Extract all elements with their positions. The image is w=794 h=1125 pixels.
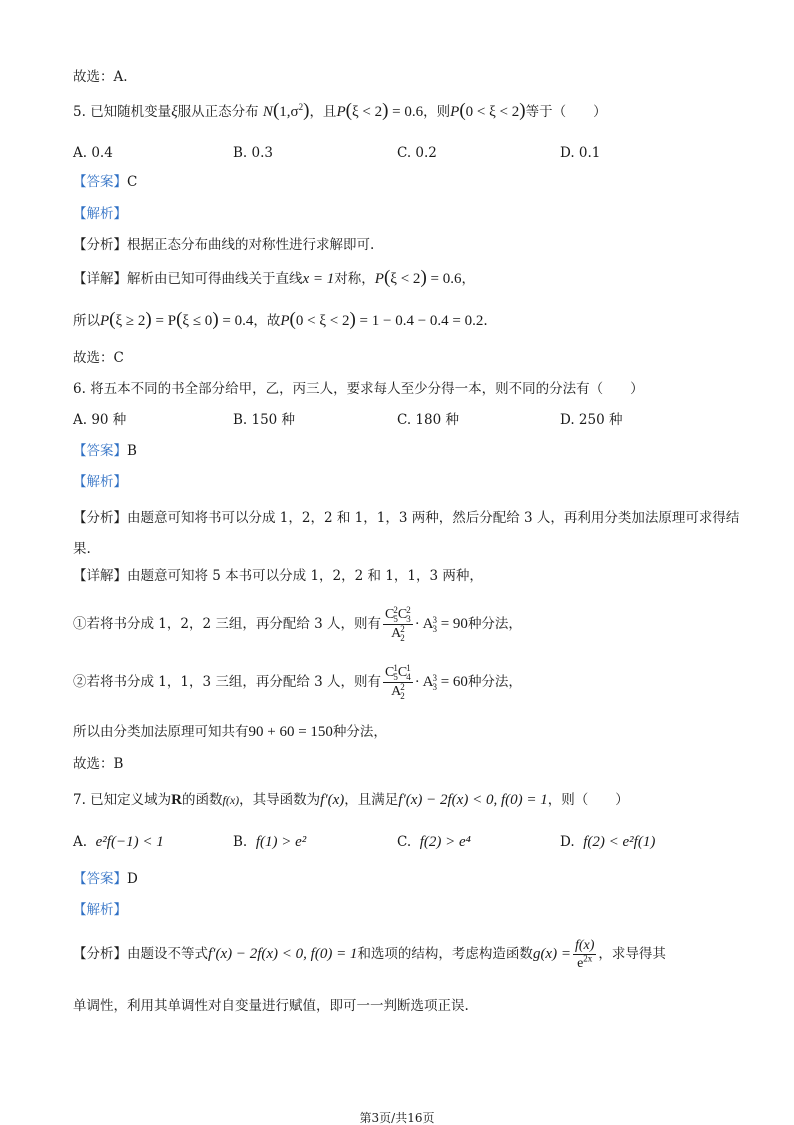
q5-option-c: C. 0.2 bbox=[397, 145, 437, 161]
q7-analysis-tag: 【解析】 bbox=[73, 902, 127, 918]
q6-option-d: D. 250 种 bbox=[560, 412, 623, 428]
q6-case-1: ①若将书分成 1，2，2 三组，再分配给 3 人，则有 C 2 5 C 2 3 A 2 2 · A 3 3 = 90 种分法， bbox=[73, 604, 522, 643]
q5-xi: ξ bbox=[171, 104, 178, 120]
q5-option-d: D. 0.1 bbox=[560, 145, 601, 161]
q5-text-2: 服从正态分布 bbox=[177, 104, 259, 120]
question-7-stem: 7. 已知定义域为R的函数f(x)，其导函数为f′(x)，且满足f′(x) − 2f(x) < 0, f(0) = 1，则（ ） bbox=[73, 792, 629, 808]
q7-answer: 【答案】D bbox=[73, 871, 138, 887]
q5-text-3: ，且 bbox=[309, 104, 337, 120]
q5-prob-2: P(0 < ξ < 2) bbox=[450, 100, 526, 121]
q6-detail: 【详解】由题意可知将 5 本书可以分成 1，2，2 和 1，1，3 两种， bbox=[73, 568, 483, 584]
q7-analysis-1: 【分析】 由题设不等式 f′(x) − 2f(x) < 0, f(0) = 1 和选项的结构，考虑构造函数 g(x) = $\frac{f(x)}{e^{2x}}$ ，求导得其 bbox=[73, 937, 666, 971]
q7-g-fraction: $\frac{f(x)}{e^{2x}}$ bbox=[574, 937, 595, 971]
q5-option-b: B. 0.3 bbox=[233, 145, 273, 161]
q6-case-2-fraction: C 1 5 C 1 4 A 2 2 bbox=[385, 662, 411, 701]
answer-tag: 【答案】 bbox=[73, 174, 127, 190]
q6-option-b: B. 150 种 bbox=[233, 412, 296, 428]
q5-analysis-tag: 【解析】 bbox=[73, 206, 127, 222]
q6-choose: 故选：B bbox=[73, 756, 124, 772]
q7-analysis-2: 单调性，利用其单调性对自变量进行赋值，即可一一判断选项正误. bbox=[73, 998, 469, 1014]
q5-option-a: A. 0.4 bbox=[73, 145, 113, 161]
q5-distribution: $N(1,\sigma^2)$ bbox=[262, 100, 310, 121]
question-6-stem: 6. 将五本不同的书全部分给甲，乙，丙三人，要求每人至少分得一本，则不同的分法有（ ） bbox=[73, 381, 644, 397]
q6-option-c: C. 180 种 bbox=[397, 412, 459, 428]
q6-answer: 【答案】B bbox=[73, 443, 137, 459]
q5-number: 5. bbox=[73, 104, 86, 120]
q5-text-4: ，则 bbox=[423, 104, 451, 120]
q5-detail-1: 【详解】解析由已知可得曲线关于直线x = 1对称，P(ξ < 2) = 0.6， bbox=[73, 267, 475, 288]
q5-choose: 故选：C bbox=[73, 350, 124, 366]
q6-analysis-tag: 【解析】 bbox=[73, 474, 127, 490]
q6-case-2: ②若将书分成 1，1，3 三组，再分配给 3 人，则有 C 1 5 C 1 4 A 2 2 · A 3 3 = 60 种分法， bbox=[73, 662, 522, 701]
q6-option-a: A. 90 种 bbox=[73, 412, 127, 428]
q7-option-a: A. e²f(−1) < 1 bbox=[73, 834, 164, 850]
q6-case-1-fraction: C 2 5 C 2 3 A 2 2 bbox=[385, 604, 411, 643]
q5-text-1: 已知随机变量 bbox=[90, 104, 172, 120]
conclusion-prev: 故选：A. bbox=[73, 69, 128, 85]
q6-analysis: 【分析】由题意可知将书可以分成 1，2，2 和 1，1，3 两种，然后分配给 3 人，再利用分类加法原理可求得结果. bbox=[73, 510, 740, 557]
q5-analysis: 【分析】根据正态分布曲线的对称性进行求解即可. bbox=[73, 237, 375, 253]
q5-answer: 【答案】C bbox=[73, 174, 138, 190]
question-5-stem bbox=[73, 101, 754, 122]
q5-text-5: 等于（ ） bbox=[525, 104, 607, 120]
page-footer: 第3页/共16页 bbox=[359, 1111, 435, 1125]
q7-option-d: D. f(2) < e²f(1) bbox=[560, 834, 656, 850]
q7-option-b: B. f(1) > e² bbox=[233, 834, 307, 850]
q7-option-c: C. f(2) > e⁴ bbox=[397, 834, 471, 850]
q5-prob-1: P(ξ < 2) = 0.6 bbox=[336, 100, 424, 121]
q6-sum: 所以由分类加法原理可知共有90 + 60 = 150种分法， bbox=[73, 724, 387, 740]
q5-detail-2: 所以P(ξ ≥ 2) = P(ξ ≤ 0) = 0.4，故P(0 < ξ < 2) = 1 − 0.4 − 0.4 = 0.2. bbox=[73, 309, 488, 330]
